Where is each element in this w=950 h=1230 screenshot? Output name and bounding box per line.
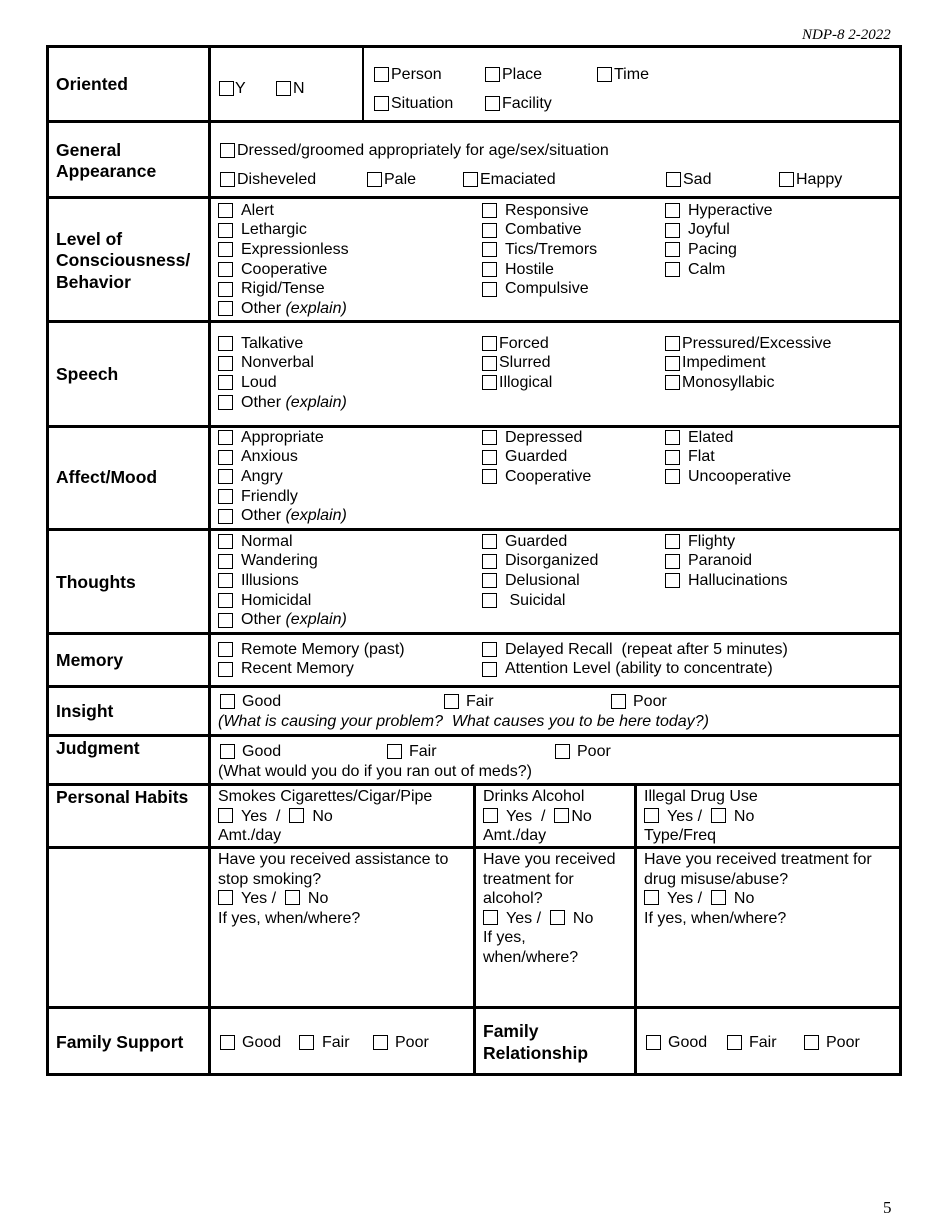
checkbox[interactable] bbox=[665, 554, 680, 569]
affect-depressed-option[interactable] bbox=[482, 428, 591, 448]
drug-section bbox=[644, 787, 758, 846]
family-relationship-poor-label: Poor bbox=[826, 1034, 860, 1051]
yes-label: Yes bbox=[241, 807, 268, 825]
speech-loud-option[interactable] bbox=[218, 373, 347, 393]
behavior-lethargic-option[interactable] bbox=[218, 221, 349, 241]
family-relationship-good-label: Good bbox=[668, 1034, 708, 1051]
drug-no-checkbox[interactable] bbox=[711, 808, 726, 823]
checkbox[interactable] bbox=[665, 375, 680, 390]
option-label: Recent Memory bbox=[241, 660, 354, 678]
family-support-label: Family Support bbox=[56, 1032, 184, 1052]
slash: / bbox=[697, 890, 703, 908]
checkbox[interactable] bbox=[218, 282, 233, 297]
option-label: Delusional bbox=[505, 571, 580, 589]
option-label: Monosyllabic bbox=[682, 373, 775, 391]
judgment-fair-label: Fair bbox=[409, 743, 437, 760]
option-label: Rigid/Tense bbox=[241, 280, 325, 298]
checkbox[interactable] bbox=[482, 642, 497, 657]
smoking-title: Smokes Cigarettes/Cigar/Pipe bbox=[218, 788, 433, 805]
option-label: Expressionless bbox=[241, 240, 349, 258]
when-where-label: when/where? bbox=[483, 948, 579, 966]
appearance-disheveled-label: Disheveled bbox=[237, 171, 317, 188]
option-label: Appropriate bbox=[241, 428, 324, 446]
judgment-good-checkbox[interactable] bbox=[220, 744, 235, 759]
judgment-good-label: Good bbox=[242, 743, 282, 760]
appearance-sad-label: Sad bbox=[683, 171, 712, 188]
option-label: Alert bbox=[241, 201, 274, 219]
thoughts-guarded-option[interactable] bbox=[482, 532, 598, 552]
option-label: Lethargic bbox=[241, 221, 307, 239]
oriented-place-checkbox[interactable] bbox=[485, 67, 500, 82]
option-label: Pacing bbox=[688, 240, 737, 258]
insight-label: Insight bbox=[56, 701, 114, 721]
oriented-label: Oriented bbox=[56, 74, 128, 94]
affect-anxious-option[interactable] bbox=[218, 448, 347, 468]
family-relationship-fair-label: Fair bbox=[749, 1034, 777, 1051]
oriented-n-label: N bbox=[293, 80, 305, 97]
judgment-poor-checkbox[interactable] bbox=[555, 744, 570, 759]
no-label: No bbox=[733, 807, 755, 825]
drug-treatment-no-checkbox[interactable] bbox=[711, 890, 726, 905]
option-label: Flighty bbox=[688, 532, 736, 550]
option-label: Cooperative bbox=[241, 260, 328, 278]
oriented-person-label: Person bbox=[391, 66, 442, 83]
question-line: stop smoking? bbox=[218, 870, 322, 888]
option-label: Forced bbox=[499, 334, 549, 352]
alcohol-treatment-yes-checkbox[interactable] bbox=[483, 910, 498, 925]
checkbox[interactable] bbox=[218, 573, 233, 588]
checkbox[interactable] bbox=[665, 573, 680, 588]
option-label: Hostile bbox=[505, 260, 554, 278]
alcohol-treatment-no-checkbox[interactable] bbox=[550, 910, 565, 925]
question-line: Have you received treatment for bbox=[644, 851, 872, 868]
smoking-assistance-section bbox=[218, 850, 448, 928]
family-support-poor-checkbox[interactable] bbox=[373, 1035, 388, 1050]
checkbox[interactable] bbox=[665, 242, 680, 257]
checkbox[interactable] bbox=[482, 336, 497, 351]
behavior-combative-option[interactable] bbox=[482, 221, 597, 241]
behavior-expressionless-option[interactable] bbox=[218, 240, 349, 260]
yes-label: Yes bbox=[506, 807, 533, 825]
option-label: Disorganized bbox=[505, 552, 599, 570]
alcohol-yes-checkbox[interactable] bbox=[483, 808, 498, 823]
drug-yes-checkbox[interactable] bbox=[644, 808, 659, 823]
oriented-place-label: Place bbox=[502, 66, 543, 83]
consciousness-label-1: Level of bbox=[56, 229, 123, 249]
thoughts-label: Thoughts bbox=[56, 572, 136, 592]
option-label: Guarded bbox=[505, 448, 568, 466]
checkbox[interactable] bbox=[482, 282, 497, 297]
no-label: No bbox=[307, 890, 329, 908]
appearance-dressed-label: Dressed/groomed appropriately for age/sex/situation bbox=[237, 142, 609, 159]
thoughts-illusions-option[interactable] bbox=[218, 571, 347, 591]
memory-delayed-recall-option[interactable] bbox=[482, 640, 788, 660]
thoughts-hallucinations-option[interactable] bbox=[665, 571, 788, 591]
speech-nonverbal-option[interactable] bbox=[218, 354, 347, 374]
checkbox[interactable] bbox=[665, 430, 680, 445]
checkbox[interactable] bbox=[218, 395, 233, 410]
option-label: Depressed bbox=[505, 428, 583, 446]
checkbox[interactable] bbox=[218, 336, 233, 351]
affect-angry-option[interactable] bbox=[218, 467, 347, 487]
checkbox[interactable] bbox=[218, 301, 233, 316]
option-label: Other bbox=[241, 611, 282, 629]
affect-friendly-option[interactable] bbox=[218, 487, 347, 507]
checkbox[interactable] bbox=[665, 203, 680, 218]
option-label: Cooperative bbox=[505, 467, 592, 485]
no-label: No bbox=[572, 909, 594, 927]
behavior-other-option[interactable] bbox=[218, 299, 349, 319]
oriented-facility-label: Facility bbox=[502, 95, 552, 112]
checkbox[interactable] bbox=[218, 356, 233, 371]
option-label: Normal bbox=[241, 532, 293, 550]
checkbox[interactable] bbox=[482, 375, 497, 390]
behavior-alert-option[interactable] bbox=[218, 201, 349, 221]
appearance-disheveled-checkbox[interactable] bbox=[220, 172, 235, 187]
family-relationship-fair-checkbox[interactable] bbox=[727, 1035, 742, 1050]
option-label: Guarded bbox=[505, 532, 568, 550]
checkbox[interactable] bbox=[218, 534, 233, 549]
alcohol-no-checkbox[interactable] bbox=[554, 808, 569, 823]
behavior-responsive-option[interactable] bbox=[482, 201, 597, 221]
option-label: Illogical bbox=[499, 373, 553, 391]
option-label: Other bbox=[241, 393, 282, 411]
option-label: Flat bbox=[688, 448, 715, 466]
appearance-happy-checkbox[interactable] bbox=[779, 172, 794, 187]
thoughts-disorganized-option[interactable] bbox=[482, 552, 598, 572]
smoking-yes-no bbox=[218, 807, 432, 827]
insight-good-label: Good bbox=[242, 693, 282, 710]
behavior-rigid-option[interactable] bbox=[218, 279, 349, 299]
explain-note: (explain) bbox=[285, 393, 347, 411]
personal-habits-label: Personal Habits bbox=[56, 787, 189, 807]
checkbox[interactable] bbox=[218, 430, 233, 445]
option-label: Pressured/Excessive bbox=[682, 334, 832, 352]
speech-talkative-option[interactable] bbox=[218, 334, 347, 354]
family-support-good-label: Good bbox=[242, 1034, 282, 1051]
option-label: Remote Memory (past) bbox=[241, 640, 405, 658]
appearance-pale-label: Pale bbox=[384, 171, 417, 188]
checkbox[interactable] bbox=[218, 489, 233, 504]
checkbox[interactable] bbox=[665, 469, 680, 484]
smoking-assistance-no-checkbox[interactable] bbox=[285, 890, 300, 905]
form-id: NDP-8 2-2022 bbox=[802, 27, 891, 43]
family-relationship-poor-checkbox[interactable] bbox=[804, 1035, 819, 1050]
explain-note: (explain) bbox=[285, 299, 347, 317]
option-label: Delayed Recall (repeat after 5 minutes) bbox=[505, 640, 788, 658]
option-label: Calm bbox=[688, 260, 726, 278]
option-label: Nonverbal bbox=[241, 354, 314, 372]
speech-impediment-option[interactable] bbox=[665, 354, 831, 374]
drug-treatment-yes-no bbox=[644, 889, 872, 909]
behavior-calm-option[interactable] bbox=[665, 260, 772, 280]
smoking-assistance-yes-no bbox=[218, 889, 448, 909]
checkbox[interactable] bbox=[218, 223, 233, 238]
insight-question: (What is causing your problem? What causes you to be here today?) bbox=[218, 713, 709, 730]
affect-other-option[interactable] bbox=[218, 506, 347, 526]
smoking-section bbox=[218, 787, 432, 846]
option-label: Compulsive bbox=[505, 280, 589, 298]
family-support-good-checkbox[interactable] bbox=[220, 1035, 235, 1050]
drug-type-freq-label: Type/Freq bbox=[644, 827, 717, 845]
question-line: Have you received bbox=[483, 851, 616, 868]
memory-recent-option[interactable] bbox=[218, 660, 405, 680]
memory-attention-option[interactable] bbox=[482, 660, 788, 680]
option-label: Slurred bbox=[499, 354, 551, 372]
appearance-sad-checkbox[interactable] bbox=[666, 172, 681, 187]
family-support-fair-label: Fair bbox=[322, 1034, 350, 1051]
checkbox[interactable] bbox=[218, 262, 233, 277]
thoughts-normal-option[interactable] bbox=[218, 532, 347, 552]
question-line: treatment for bbox=[483, 870, 574, 888]
checkbox[interactable] bbox=[218, 642, 233, 657]
behavior-compulsive-option[interactable] bbox=[482, 279, 597, 299]
family-relationship-good-checkbox[interactable] bbox=[646, 1035, 661, 1050]
oriented-time-checkbox[interactable] bbox=[597, 67, 612, 82]
checkbox[interactable] bbox=[482, 262, 497, 277]
slash: / bbox=[541, 807, 546, 825]
oriented-y-label: Y bbox=[235, 80, 246, 97]
oriented-situation-checkbox[interactable] bbox=[374, 96, 389, 111]
question-line: Have you received assistance to bbox=[218, 851, 449, 868]
checkbox[interactable] bbox=[482, 469, 497, 484]
appearance-happy-label: Happy bbox=[796, 171, 843, 188]
memory-label: Memory bbox=[56, 650, 124, 670]
behavior-hyperactive-option[interactable] bbox=[665, 201, 772, 221]
affect-flat-option[interactable] bbox=[665, 448, 791, 468]
slash: / bbox=[271, 890, 277, 908]
no-label: No bbox=[733, 890, 755, 908]
appearance-emaciated-checkbox[interactable] bbox=[463, 172, 478, 187]
checkbox[interactable] bbox=[218, 450, 233, 465]
explain-note: (explain) bbox=[285, 611, 347, 629]
if-yes-label: If yes, when/where? bbox=[644, 909, 787, 927]
affect-appropriate-option[interactable] bbox=[218, 428, 347, 448]
alcohol-yes-no bbox=[483, 807, 592, 827]
slash: / bbox=[536, 909, 542, 927]
option-label: Impediment bbox=[682, 354, 766, 372]
judgment-question: (What would you do if you ran out of meds?) bbox=[218, 763, 532, 780]
affect-elated-option[interactable] bbox=[665, 428, 791, 448]
page-number: 5 bbox=[883, 1198, 892, 1217]
option-label: Loud bbox=[241, 373, 277, 391]
option-label: Suicidal bbox=[505, 591, 566, 609]
alcohol-treatment-yes-no bbox=[483, 909, 616, 929]
checkbox[interactable] bbox=[218, 613, 233, 628]
checkbox[interactable] bbox=[482, 450, 497, 465]
option-label: Anxious bbox=[241, 448, 298, 466]
option-label: Talkative bbox=[241, 334, 304, 352]
option-label: Tics/Tremors bbox=[505, 240, 598, 258]
behavior-hostile-option[interactable] bbox=[482, 260, 597, 280]
option-label: Other bbox=[241, 299, 282, 317]
yes-label: Yes bbox=[506, 909, 533, 927]
speech-label: Speech bbox=[56, 364, 119, 384]
smoking-yes-checkbox[interactable] bbox=[218, 808, 233, 823]
affect-guarded-option[interactable] bbox=[482, 448, 591, 468]
drug-treatment-section bbox=[644, 850, 872, 928]
oriented-y-checkbox[interactable] bbox=[219, 81, 234, 96]
consciousness-label-3: Behavior bbox=[56, 272, 131, 292]
judgment-fair-checkbox[interactable] bbox=[387, 744, 402, 759]
oriented-time-label: Time bbox=[614, 66, 649, 83]
checkbox[interactable] bbox=[665, 534, 680, 549]
judgment-poor-label: Poor bbox=[577, 743, 611, 760]
appearance-dressed-checkbox[interactable] bbox=[220, 143, 235, 158]
checkbox[interactable] bbox=[665, 336, 680, 351]
insight-poor-checkbox[interactable] bbox=[611, 694, 626, 709]
speech-forced-option[interactable] bbox=[482, 334, 552, 354]
oriented-situation-label: Situation bbox=[391, 95, 454, 112]
checkbox[interactable] bbox=[665, 262, 680, 277]
family-relationship-label-1: Family bbox=[483, 1021, 539, 1041]
behavior-joyful-option[interactable] bbox=[665, 221, 772, 241]
slash: / bbox=[276, 807, 281, 825]
insight-poor-label: Poor bbox=[633, 693, 667, 710]
checkbox[interactable] bbox=[218, 469, 233, 484]
option-label: Attention Level (ability to concentrate) bbox=[505, 660, 773, 678]
checkbox[interactable] bbox=[218, 242, 233, 257]
behavior-cooperative-option[interactable] bbox=[218, 260, 349, 280]
behavior-tics-option[interactable] bbox=[482, 240, 597, 260]
thoughts-paranoid-option[interactable] bbox=[665, 552, 788, 572]
thoughts-homicidal-option[interactable] bbox=[218, 591, 347, 611]
thoughts-delusional-option[interactable] bbox=[482, 571, 598, 591]
option-label: Hyperactive bbox=[688, 201, 773, 219]
drug-yes-no bbox=[644, 807, 758, 827]
drug-title: Illegal Drug Use bbox=[644, 788, 758, 805]
affect-label: Affect/Mood bbox=[56, 467, 158, 487]
checkbox[interactable] bbox=[218, 203, 233, 218]
drug-treatment-yes-checkbox[interactable] bbox=[644, 890, 659, 905]
appearance-emaciated-label: Emaciated bbox=[480, 171, 556, 188]
family-support-fair-checkbox[interactable] bbox=[299, 1035, 314, 1050]
checkbox[interactable] bbox=[482, 430, 497, 445]
family-relationship-label-2: Relationship bbox=[483, 1043, 589, 1063]
thoughts-flighty-option[interactable] bbox=[665, 532, 788, 552]
insight-fair-label: Fair bbox=[466, 693, 494, 710]
yes-label: Yes bbox=[667, 807, 694, 825]
speech-other-option[interactable] bbox=[218, 393, 347, 413]
checkbox[interactable] bbox=[665, 356, 680, 371]
memory-remote-option[interactable] bbox=[218, 640, 405, 660]
thoughts-other-option[interactable] bbox=[218, 610, 347, 630]
speech-illogical-option[interactable] bbox=[482, 373, 552, 393]
option-label: Uncooperative bbox=[688, 467, 792, 485]
slash: / bbox=[697, 807, 703, 825]
explain-note: (explain) bbox=[285, 507, 347, 525]
checkbox[interactable] bbox=[482, 356, 497, 371]
thoughts-suicidal-option[interactable] bbox=[482, 591, 598, 611]
option-label: Elated bbox=[688, 428, 734, 446]
speech-monosyllabic-option[interactable] bbox=[665, 373, 831, 393]
checkbox[interactable] bbox=[218, 593, 233, 608]
checkbox[interactable] bbox=[482, 534, 497, 549]
alcohol-section bbox=[483, 787, 592, 846]
alcohol-treatment-section bbox=[483, 850, 616, 968]
appearance-pale-checkbox[interactable] bbox=[367, 172, 382, 187]
smoking-no-checkbox[interactable] bbox=[289, 808, 304, 823]
option-label: Joyful bbox=[688, 221, 730, 239]
insight-good-checkbox[interactable] bbox=[220, 694, 235, 709]
checkbox[interactable] bbox=[482, 554, 497, 569]
checkbox[interactable] bbox=[482, 573, 497, 588]
yes-label: Yes bbox=[667, 890, 694, 908]
general-appearance-label-2: Appearance bbox=[56, 161, 157, 181]
thoughts-wandering-option[interactable] bbox=[218, 552, 347, 572]
question-line: drug misuse/abuse? bbox=[644, 870, 789, 888]
option-label: Combative bbox=[505, 221, 582, 239]
family-support-poor-label: Poor bbox=[395, 1034, 429, 1051]
no-label: No bbox=[312, 807, 333, 825]
consciousness-label-2: Consciousness/ bbox=[56, 250, 191, 270]
checkbox[interactable] bbox=[218, 375, 233, 390]
no-label: No bbox=[571, 807, 592, 825]
option-label: Paranoid bbox=[688, 552, 753, 570]
option-label: Homicidal bbox=[241, 591, 312, 609]
behavior-pacing-option[interactable] bbox=[665, 240, 772, 260]
alcohol-amount-label: Amt./day bbox=[483, 827, 547, 845]
checkbox[interactable] bbox=[482, 203, 497, 218]
checkbox[interactable] bbox=[482, 223, 497, 238]
option-label: Angry bbox=[241, 467, 283, 485]
option-label: Responsive bbox=[505, 201, 589, 219]
smoking-assistance-yes-checkbox[interactable] bbox=[218, 890, 233, 905]
yes-label: Yes bbox=[241, 890, 268, 908]
question-line: alcohol? bbox=[483, 890, 543, 908]
option-label: Hallucinations bbox=[688, 571, 788, 589]
speech-slurred-option[interactable] bbox=[482, 354, 552, 374]
option-label: Illusions bbox=[241, 571, 299, 589]
judgment-label: Judgment bbox=[56, 738, 140, 758]
checkbox[interactable] bbox=[218, 662, 233, 677]
checkbox[interactable] bbox=[665, 450, 680, 465]
checkbox[interactable] bbox=[218, 509, 233, 524]
insight-fair-checkbox[interactable] bbox=[444, 694, 459, 709]
oriented-n-checkbox[interactable] bbox=[276, 81, 291, 96]
oriented-facility-checkbox[interactable] bbox=[485, 96, 500, 111]
option-label: Other bbox=[241, 507, 282, 525]
speech-pressured-option[interactable] bbox=[665, 334, 831, 354]
option-label: Friendly bbox=[241, 487, 298, 505]
checkbox[interactable] bbox=[218, 554, 233, 569]
if-yes-label: If yes, when/where? bbox=[218, 909, 361, 927]
checkbox[interactable] bbox=[482, 593, 497, 608]
general-appearance-label-1: General bbox=[56, 140, 122, 160]
option-label: Wandering bbox=[241, 552, 318, 570]
affect-uncooperative-option[interactable] bbox=[665, 467, 791, 487]
checkbox[interactable] bbox=[482, 242, 497, 257]
oriented-person-checkbox[interactable] bbox=[374, 67, 389, 82]
checkbox[interactable] bbox=[482, 662, 497, 677]
smoking-amount-label: Amt./day bbox=[218, 827, 282, 845]
checkbox[interactable] bbox=[665, 223, 680, 238]
affect-cooperative-option[interactable] bbox=[482, 467, 591, 487]
alcohol-title: Drinks Alcohol bbox=[483, 788, 585, 805]
if-yes-label: If yes, bbox=[483, 929, 526, 947]
